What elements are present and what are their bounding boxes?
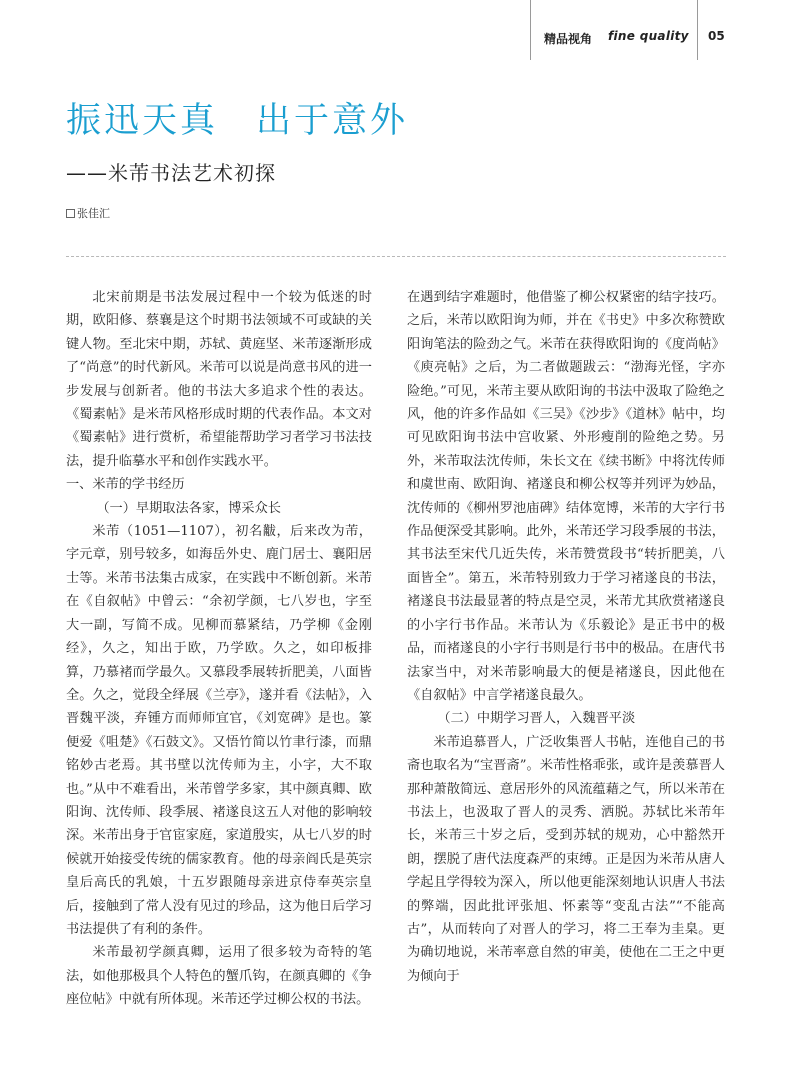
body-column-left — [66, 286, 372, 1012]
author-marker-icon — [66, 209, 75, 218]
author-name: 张佳汇 — [77, 207, 110, 220]
section-label: 精品视角 — [544, 32, 593, 46]
header-divider — [697, 0, 698, 60]
body-column-right — [407, 286, 725, 988]
page-number: 05 — [708, 29, 725, 43]
title-divider — [66, 256, 726, 257]
author-line — [66, 205, 110, 221]
paragraph: 北宋前期是书法发展过程中一个较为低迷的时期，欧阳修、蔡襄是这个时期书法领域不可或缺的关键人物。至北宋中期，苏轼、黄庭坚、米芾逐渐形成了“尚意”的时代新风。米芾可以说是尚意书风的进一步发展与创新者。他的书法大多追求个性的表达。《蜀素帖》是米芾风格形成时期的代表作品。本文对《蜀素帖》进行赏析，希望能帮助学习者学习书法技法，提升临摹水平和创作实践水平。 — [66, 290, 372, 469]
section-heading: （一）早期取法各家，博采众长 — [96, 500, 281, 516]
paragraph: 米芾最初学颜真卿，运用了很多较为奇特的笔法，如他那极具个人特色的蟹爪钩，在颜真卿的《争座位帖》中就有所体现。米芾还学过柳公权的书法。 — [66, 945, 372, 1008]
section-heading: （二）中期学习晋人，入魏晋平淡 — [437, 711, 636, 727]
section-heading: 一、米芾的学书经历 — [66, 477, 185, 493]
header-divider — [530, 0, 531, 60]
paragraph: 米芾追慕晋人，广泛收集晋人书帖，连他自己的书斋也取名为“宝晋斋”。米芾性格乖张，或许是羡慕晋人那种萧散简远、意居形外的风流蕴藉之气，所以米芾在书法上，也汲取了晋人的灵秀、洒脱。苏轼比米芾年长，米芾三十岁之后，受到苏轼的规劝，心中豁然开朗，摆脱了唐代法度森严的束缚。正是因为米芾从唐人学起且学得较为深入，所以他更能深刻地认识唐人书法的弊端，因此批评张旭、怀素等“变乱古法”“不能高古”，从而转向了对晋人的学习，将二王奉为圭臬。更为确切地说，米芾率意自然的审美，使他在二王之中更为倾向于 — [407, 734, 725, 984]
article-subtitle: ——米芾书法艺术初探 — [66, 161, 276, 185]
paragraph: 在遇到结字难题时，他借鉴了柳公权紧密的结字技巧。之后，米芾以欧阳询为师，并在《书史》中多次称赞欧阳询笔法的险劲之气。米芾在获得欧阳询的《度尚帖》《庾亮帖》之后，为二者做题跋云：“渤海光怪，字亦险绝。”可见，米芾主要从欧阳询的书法中汲取了险绝之风，他的许多作品如《三吴》《沙步》《道林》帖中，均可见欧阳询书法中宫收紧、外形瘦削的险绝之势。另外，米芾取法沈传师，朱长文在《续书断》中将沈传师和虞世南、欧阳询、褚遂良和柳公权等并列评为妙品，沈传师的《柳州罗池庙碑》结体宽博，米芾的大字行书作品便深受其影响。此外，米芾还学习段季展的书法，其书法至宋代几近失传，米芾赞赏段书“转折肥美，八面皆全”。第五，米芾特别致力于学习褚遂良的书法，褚遂良书法最显著的特点是空灵，米芾尤其欣赏褚遂良的小字行书作品。米芾认为《乐毅论》是正书中的极品，而褚遂良的小字行书则是行书中的极品。在唐代书法家当中，对米芾影响最大的便是褚遂良，因此他在《自叙帖》中言学褚遂良最久。 — [407, 290, 725, 703]
section-label-en: fine quality — [608, 29, 689, 43]
article-title: 振迅天真 出于意外 — [66, 101, 409, 141]
paragraph: 米芾（1051—1107），初名黻，后来改为芾，字元章，别号较多，如海岳外史、鹿门居士、襄阳居士等。米芾书法集古成家，在实践中不断创新。米芾在《自叙帖》中曾云：“余初学颜，七八岁也，字至大一副，写简不成。见柳而慕紧结，乃学柳《金刚经》，久之，知出于欧，乃学欧。久之，如印板排算，乃慕褚而学最久。又慕段季展转折肥美，八面皆全。久之，觉段全绎展《兰亭》，遂并看《法帖》，入晋魏平淡，弃锺方而师师宜官，《刘宽碑》是也。篆便爱《咀楚》《石鼓文》。又悟竹简以竹聿行漆，而鼎铭妙古老焉。其书壁以沈传师为主，小字，大不取也。”从中不难看出，米芾曾学多家，其中颜真卿、欧阳询、沈传师、段季展、褚遂良这五人对他的影响较深。米芾出身于官宦家庭，家道殷实，从七八岁的时候就开始接受传统的儒家教育。他的母亲阎氏是英宗皇后高氏的乳娘，十五岁跟随母亲进京侍奉英宗皇后，接触到了常人没有见过的珍品，这为他日后学习书法提供了有利的条件。 — [66, 524, 372, 937]
